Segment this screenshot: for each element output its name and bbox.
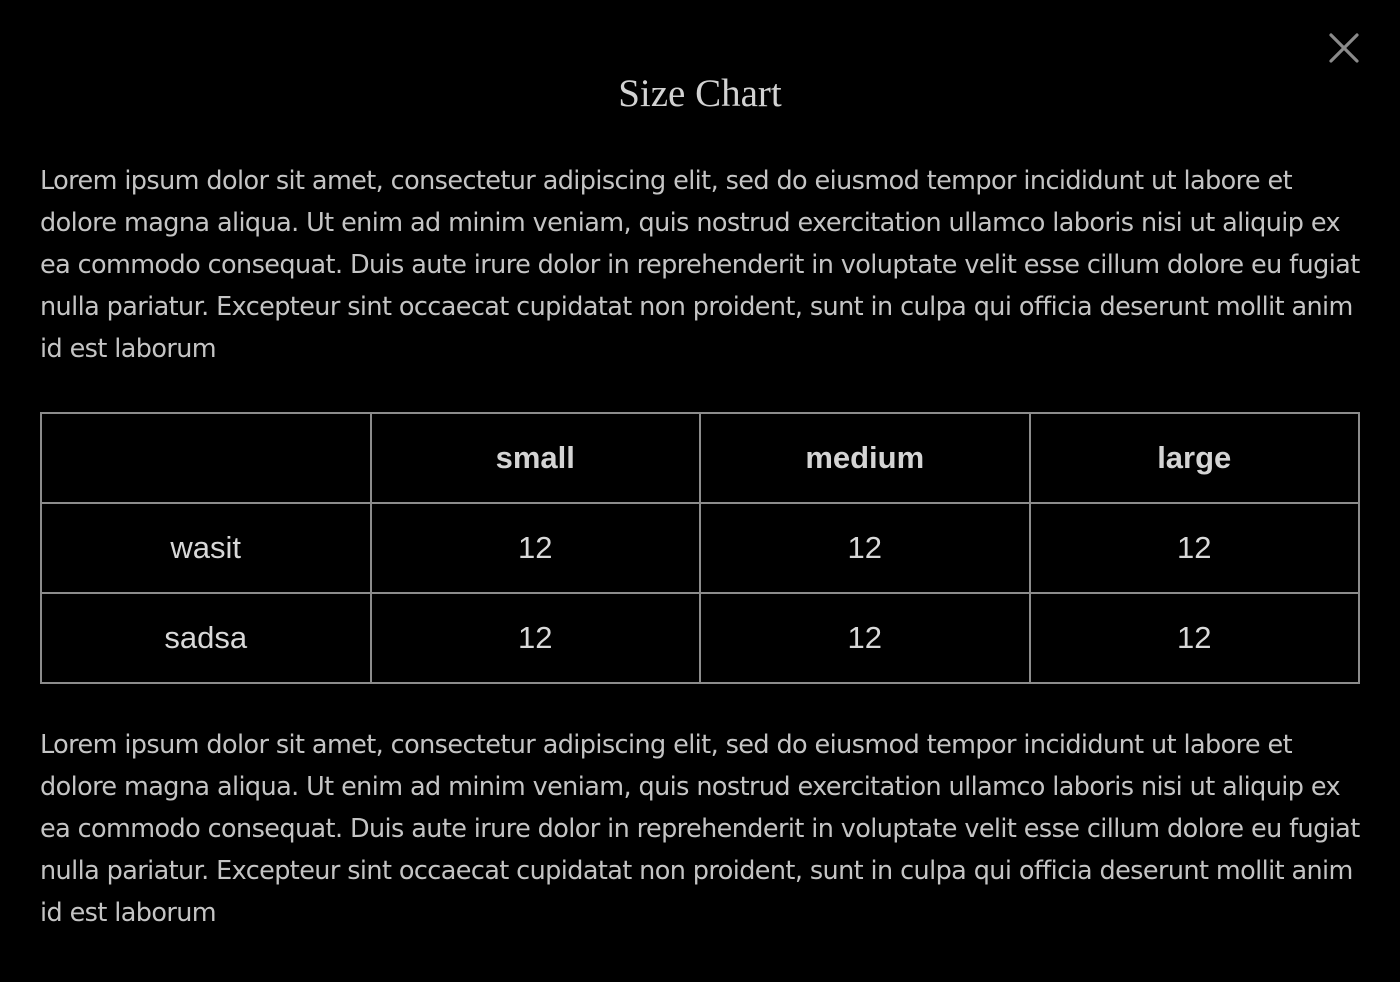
table-cell: 12 <box>1030 593 1360 683</box>
table-row <box>41 593 1359 683</box>
table-cell: 12 <box>371 593 701 683</box>
table-cell: 12 <box>371 503 701 593</box>
table-cell: 12 <box>1030 503 1360 593</box>
close-icon <box>1326 30 1362 66</box>
table-header-cell: large <box>1030 413 1360 503</box>
table-header-cell: small <box>371 413 701 503</box>
table-header-cell <box>41 413 371 503</box>
close-button[interactable] <box>1326 30 1362 66</box>
table-header-row <box>41 413 1359 503</box>
size-table <box>40 412 1360 684</box>
outro-paragraph: Lorem ipsum dolor sit amet, consectetur adipiscing elit, sed do eiusmod tempor incididunt ut labore et dolore magna aliqua. Ut enim ad minim veniam, quis nostrud exercitation ullamco laboris nisi ut aliquip ex ea commodo consequat. Duis aute irure dolor in reprehenderit in voluptate velit esse cillum dolore eu fugiat nulla pariatur. Excepteur sint occaecat cupidatat non proident, sunt in culpa qui officia deserunt mollit anim id est laborum <box>40 730 1360 928</box>
table-cell: 12 <box>700 593 1030 683</box>
modal-title: Size Chart <box>618 72 782 115</box>
table-row <box>41 503 1359 593</box>
table-cell: 12 <box>700 503 1030 593</box>
table-header-cell: medium <box>700 413 1030 503</box>
table-cell: sadsa <box>41 593 371 683</box>
intro-paragraph: Lorem ipsum dolor sit amet, consectetur adipiscing elit, sed do eiusmod tempor incididunt ut labore et dolore magna aliqua. Ut enim ad minim veniam, quis nostrud exercitation ullamco laboris nisi ut aliquip ex ea commodo consequat. Duis aute irure dolor in reprehenderit in voluptate velit esse cillum dolore eu fugiat nulla pariatur. Excepteur sint occaecat cupidatat non proident, sunt in culpa qui officia deserunt mollit anim id est laborum <box>40 166 1360 364</box>
table-cell: wasit <box>41 503 371 593</box>
